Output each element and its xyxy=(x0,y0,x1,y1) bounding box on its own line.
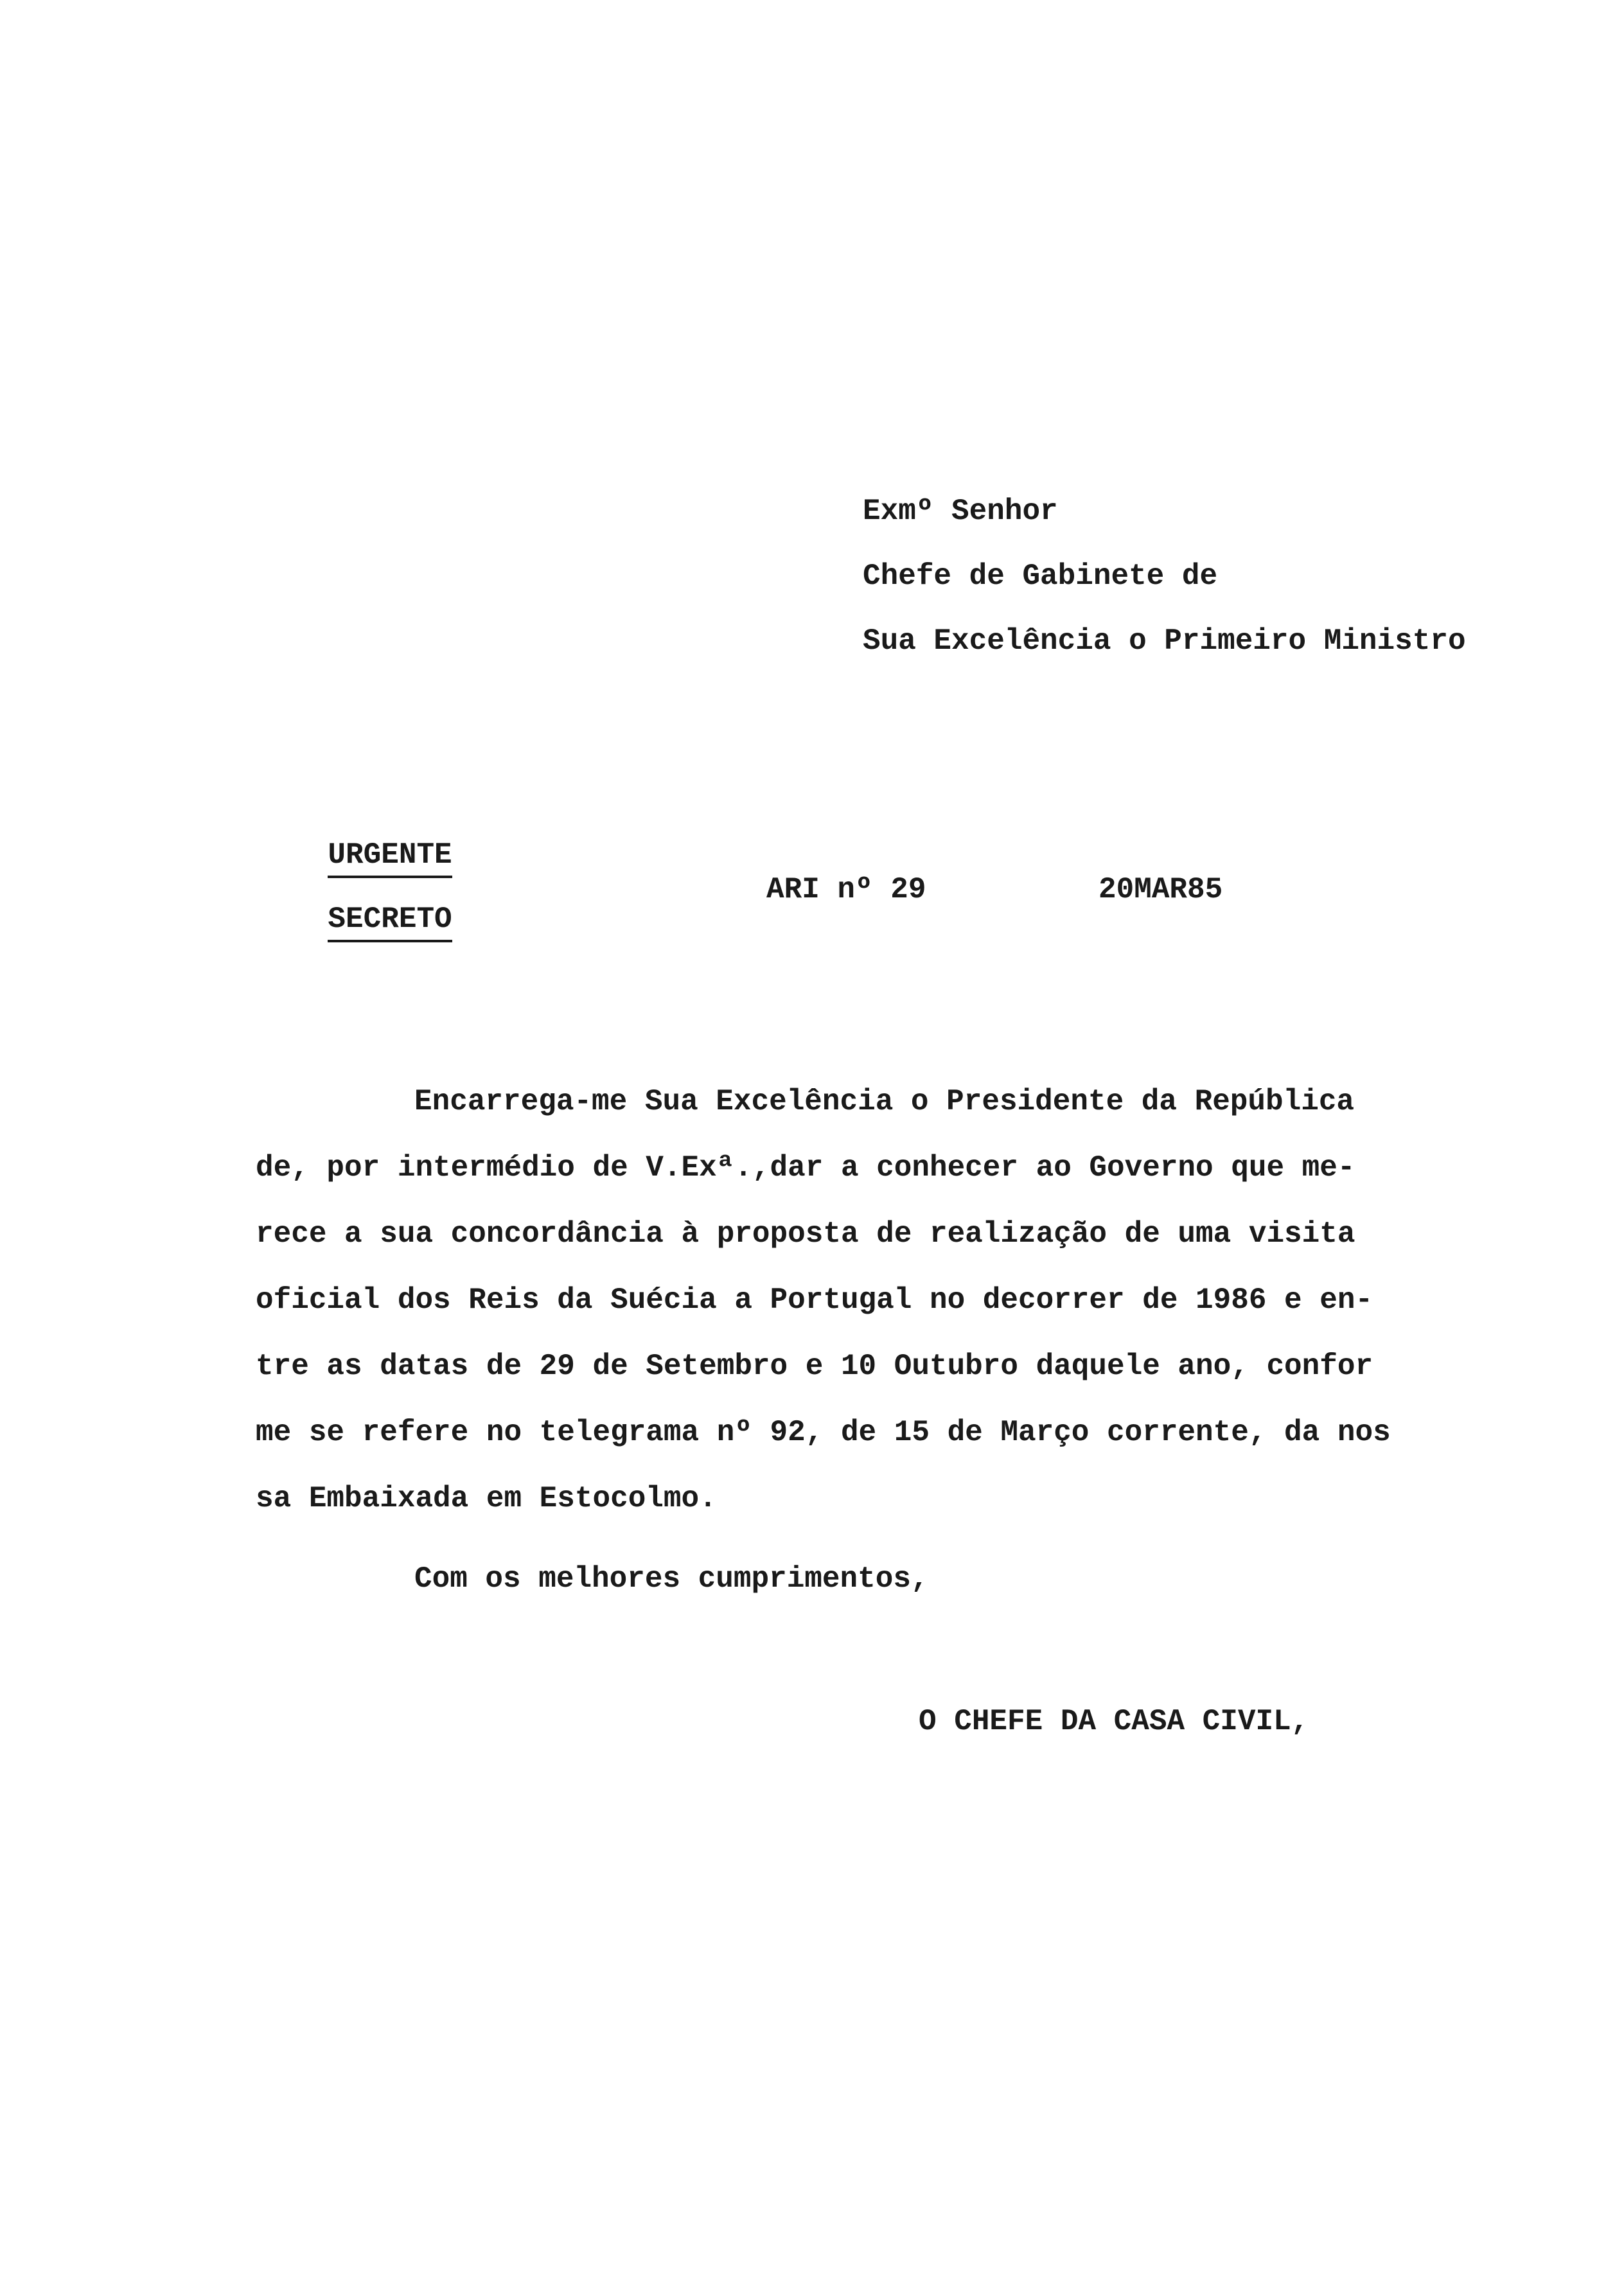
body-line-3: rece a sua concordância à proposta de realização de uma visita xyxy=(256,1217,1355,1251)
reference-code: ARI nº 29 xyxy=(766,873,926,906)
reference-date: 20MAR85 xyxy=(1099,873,1223,906)
body-line-4: oficial dos Reis da Suécia a Portugal no decorrer de 1986 e en- xyxy=(256,1283,1373,1317)
addressee-salutation: Exmº Senhor xyxy=(863,495,1058,528)
body-line-6: me se refere no telegrama nº 92, de 15 de Março corrente, da nos xyxy=(256,1416,1391,1449)
addressee-title: Chefe de Gabinete de xyxy=(863,560,1218,593)
body-line-5: tre as datas de 29 de Setembro e 10 Outubro daquele ano, confor xyxy=(256,1350,1373,1383)
addressee-office: Sua Excelência o Primeiro Ministro xyxy=(863,624,1466,658)
closing-line: Com os melhores cumprimentos, xyxy=(414,1562,929,1596)
body-line-2: de, por intermédio de V.Exª.,dar a conhecer ao Governo que me- xyxy=(256,1151,1355,1185)
urgent-text: URGENTE xyxy=(328,838,452,878)
body-line-1: Encarrega-me Sua Excelência o Presidente da República xyxy=(414,1085,1355,1118)
signature-title: O CHEFE DA CASA CIVIL, xyxy=(919,1705,1309,1738)
secret-text: SECRETO xyxy=(328,903,452,942)
secret-label xyxy=(257,875,452,964)
body-line-7: sa Embaixada em Estocolmo. xyxy=(256,1482,717,1515)
